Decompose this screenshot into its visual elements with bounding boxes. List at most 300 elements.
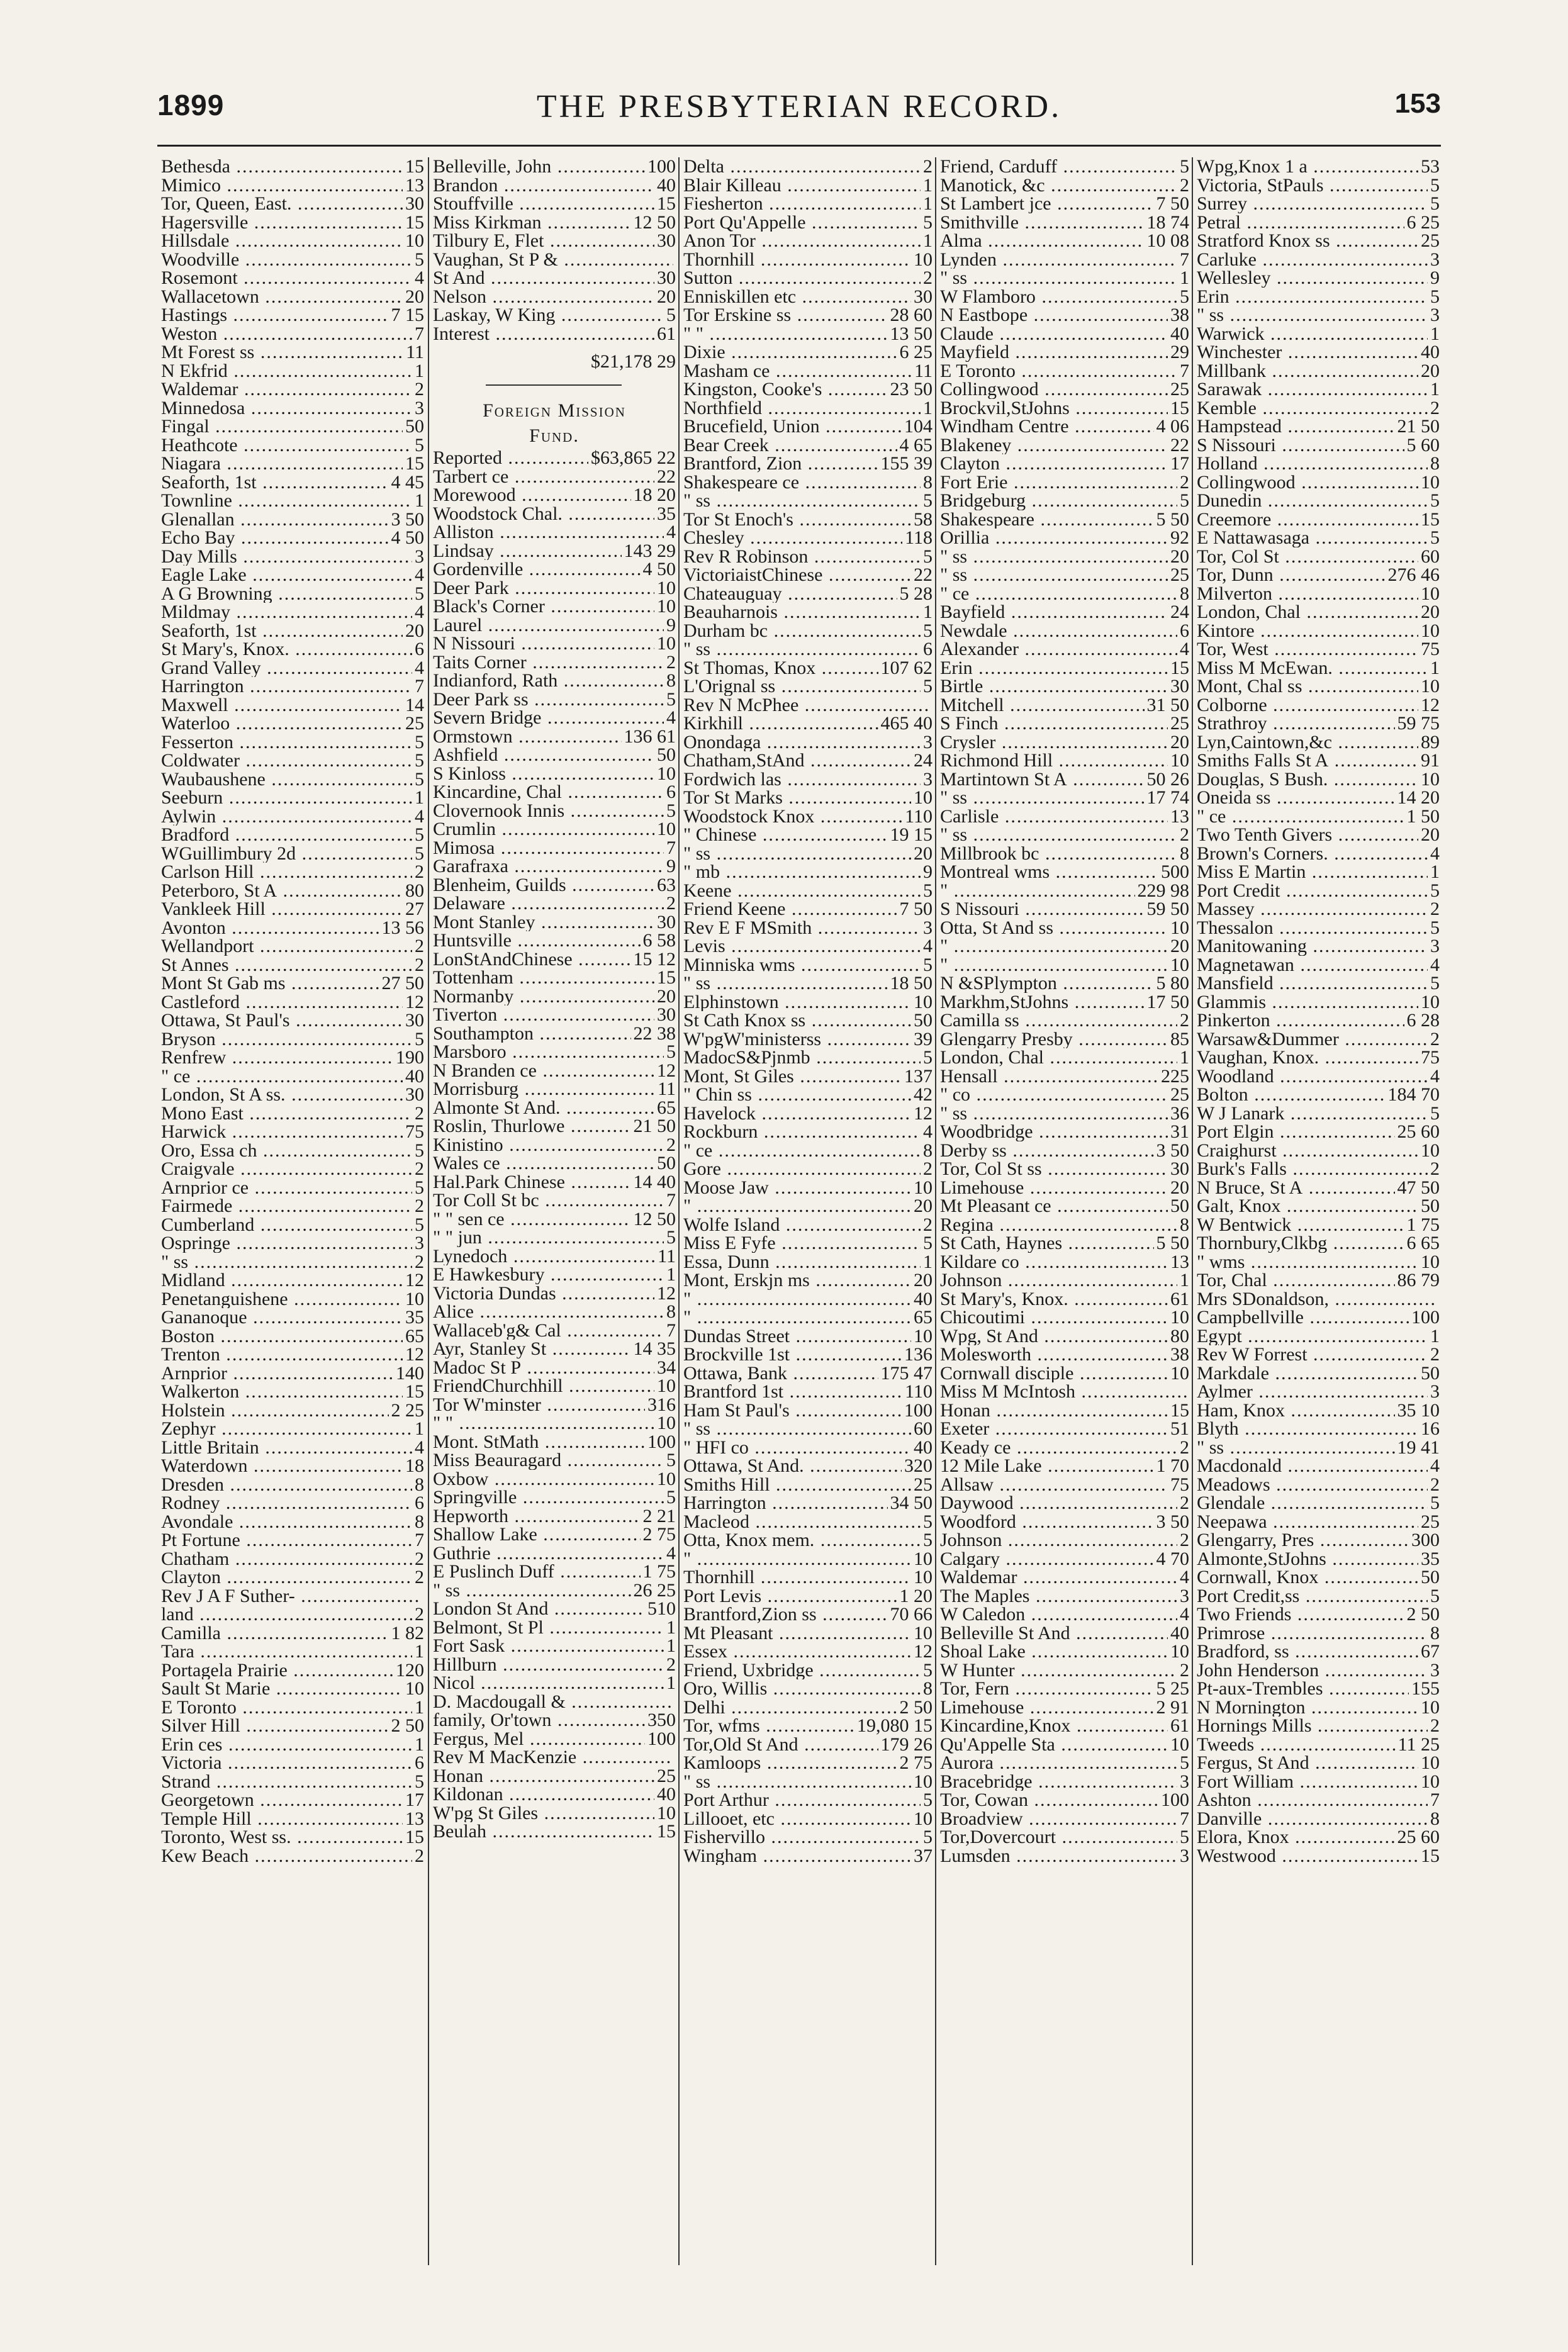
list-item [157, 1104, 427, 1123]
contributor-name: " ss ..... [433, 1581, 631, 1600]
contributor-name: Severn Bridge ..... [433, 708, 664, 727]
contribution-amount: 4 [923, 937, 932, 956]
contribution-amount: 5 [923, 955, 932, 974]
list-item [1193, 1234, 1442, 1253]
contribution-amount: 7 [1180, 361, 1189, 380]
contribution-amount: 25 [405, 714, 424, 733]
contributor-name: Neepawa ..... [1197, 1513, 1418, 1532]
contributor-name: Stratford Knox ss ..... [1197, 232, 1418, 250]
contributor-name: Taits Corner ..... [433, 653, 664, 672]
contributor-name: Waldemar ..... [161, 380, 412, 399]
list-item [429, 1767, 678, 1786]
contributor-name: Havelock ..... [683, 1104, 911, 1123]
list-item [680, 1494, 935, 1513]
contributor-name: Dresden ..... [161, 1476, 412, 1494]
page-title: THE PRESBYTERIAN RECORD. [536, 89, 1062, 125]
contribution-amount: 20 [405, 287, 424, 306]
contributor-name: Burk's Falls ..... [1197, 1160, 1428, 1179]
contribution-amount: 40 [657, 1785, 676, 1804]
contribution-amount: 1 75 [642, 1562, 676, 1581]
list-item [429, 1581, 678, 1600]
contribution-amount: 2 [666, 652, 676, 671]
list-item [936, 157, 1192, 176]
list-item [1193, 900, 1442, 919]
list-item [1193, 1550, 1442, 1569]
contributor-name: Almonte St And. ..... [433, 1099, 654, 1117]
contribution-amount: 2 50 [899, 1698, 932, 1716]
contributor-name: St And ..... [433, 269, 654, 288]
list-item [1193, 1011, 1442, 1030]
list-item [429, 523, 678, 542]
contributor-name: Holstein ..... [161, 1401, 389, 1420]
list-item [680, 1550, 935, 1569]
contribution-amount: 11 [406, 343, 424, 362]
list-item [680, 1345, 935, 1364]
contributor-name: " ce ..... [1197, 807, 1404, 826]
contributor-name: Lillooet, etc ..... [683, 1810, 911, 1828]
list-item [936, 1828, 1192, 1847]
contribution-amount: 10 [1170, 1308, 1189, 1327]
list-item [157, 436, 427, 455]
contribution-amount: 10 08 [1146, 232, 1189, 250]
list-item [1193, 491, 1442, 510]
contribution-amount: 2 [415, 1549, 424, 1568]
list-item [429, 1228, 678, 1247]
contributor-name: London, St A ss. ..... [161, 1085, 403, 1104]
list-item [429, 1043, 678, 1061]
list-item [157, 1123, 427, 1141]
contribution-amount: 75 [1170, 1475, 1189, 1494]
contribution-amount: 7 [1180, 1809, 1189, 1828]
list-item [936, 417, 1192, 436]
list-item [1193, 325, 1442, 344]
contribution-amount: 5 [923, 881, 932, 900]
list-item [1193, 882, 1442, 900]
list-item [429, 1451, 678, 1470]
section-heading: Foreign Mission [483, 400, 626, 421]
list-item [680, 993, 935, 1012]
contribution-amount: 20 [1170, 1178, 1189, 1197]
contributor-name: Kildare co ..... [940, 1253, 1168, 1272]
contribution-amount: 5 50 [1156, 510, 1189, 529]
list-item [680, 1197, 935, 1216]
contributor-name: Broadview ..... [940, 1810, 1177, 1828]
contribution-amount: 2 [415, 955, 424, 974]
contributor-name: St Lambert jce ..... [940, 194, 1154, 213]
list-item [680, 417, 935, 436]
contribution-amount: 61 [657, 324, 676, 343]
contribution-amount: 5 [923, 213, 932, 232]
list-item [936, 640, 1192, 659]
list-item [157, 510, 427, 529]
contributor-name: Aylwin ..... [161, 807, 412, 826]
list-item [936, 1401, 1192, 1420]
list-item [680, 1661, 935, 1680]
contributor-name: Midland ..... [161, 1271, 403, 1290]
contributor-name: Two Friends ..... [1197, 1605, 1404, 1624]
contributor-name: Erin ces ..... [161, 1735, 412, 1754]
list-item [1193, 176, 1442, 195]
contribution-amount: 1 [415, 1735, 424, 1754]
contributor-name: Beulah ..... [433, 1822, 654, 1841]
list-item [1193, 306, 1442, 325]
list-item [680, 491, 935, 510]
contributor-name: Nicol ..... [433, 1674, 664, 1693]
contributor-name: St Thomas, Knox ..... [683, 659, 878, 678]
list-item [157, 1716, 427, 1735]
contribution-amount: 15 [405, 157, 424, 176]
contribution-amount: 6 [1180, 621, 1189, 640]
list-item [429, 560, 678, 579]
contribution-amount: 10 [1170, 751, 1189, 770]
list-item [157, 622, 427, 641]
list-item [1193, 956, 1442, 975]
contribution-amount: 10 [657, 1414, 676, 1433]
contribution-amount: 11 [658, 1246, 676, 1265]
contributor-name: Minniska wms ..... [683, 956, 921, 975]
contribution-amount: 143 29 [624, 541, 676, 560]
contributor-name: Boston ..... [161, 1327, 403, 1346]
list-item [1193, 1476, 1442, 1494]
contribution-amount: 510 [647, 1599, 676, 1618]
list-item [429, 1080, 678, 1099]
contribution-amount: 17 [405, 1791, 424, 1810]
contributor-name: Fordwich las ..... [683, 770, 921, 789]
contributor-name: Arnprior ce ..... [161, 1179, 412, 1197]
contributor-name: Rev M MacKenzie ..... [433, 1748, 673, 1767]
contribution-amount: 25 [1170, 714, 1189, 733]
list-item [1193, 1290, 1442, 1309]
contributor-name: Derby ss ..... [940, 1141, 1154, 1160]
contributor-name: Egypt ..... [1197, 1327, 1428, 1346]
contribution-amount: 4 [415, 1438, 424, 1457]
contribution-amount: 5 [415, 1215, 424, 1234]
contribution-amount: 30 [405, 1011, 424, 1030]
contribution-amount: 3 [1430, 1382, 1440, 1401]
contribution-amount: 120 [396, 1660, 424, 1679]
list-item [1193, 1216, 1442, 1235]
contribution-amount: 4 [415, 566, 424, 585]
contributor-name: Avonton ..... [161, 919, 379, 938]
list-item [936, 788, 1192, 807]
contributor-name: Hagersville ..... [161, 213, 403, 232]
list-item [1193, 788, 1442, 807]
list-item [680, 1624, 935, 1643]
contributor-name: Fergus, Mel ..... [433, 1730, 645, 1749]
list-item [680, 1605, 935, 1624]
contributor-name: Tor, Chal ..... [1197, 1271, 1395, 1290]
contributor-name: Strand ..... [161, 1772, 412, 1791]
contributor-name: Seeburn ..... [161, 788, 412, 807]
list-item [429, 449, 678, 468]
contribution-amount: 6 28 [1406, 1011, 1440, 1030]
contributor-name: Miss M McIntosh ..... [940, 1382, 1187, 1401]
list-item [680, 696, 935, 715]
list-item [429, 486, 678, 505]
list-item [680, 1420, 935, 1438]
list-item [1193, 1308, 1442, 1327]
contribution-amount: 4 [1430, 955, 1440, 974]
list-item [429, 1599, 678, 1618]
contributor-name: Walkerton ..... [161, 1382, 403, 1401]
list-item [680, 1271, 935, 1290]
list-item [936, 1216, 1192, 1235]
contribution-amount: 8 [1430, 454, 1440, 473]
contributor-name: " ..... [940, 937, 1168, 956]
contributor-name: Brucefield, Union ..... [683, 417, 902, 436]
contributor-name: Wellesley ..... [1197, 269, 1428, 288]
contributor-name: Sarawak ..... [1197, 380, 1428, 399]
contributor-name: MadocS&Pjnmb ..... [683, 1048, 921, 1067]
contributor-name: Guthrie ..... [433, 1544, 664, 1563]
contributor-name: Toronto, West ss. ..... [161, 1828, 403, 1847]
list-item [936, 1197, 1192, 1216]
contributor-name: London, Chal ..... [1197, 603, 1418, 622]
contribution-amount: 1 [415, 1642, 424, 1661]
contributor-name: " ..... [683, 1308, 911, 1327]
contributor-name: Glammis ..... [1197, 993, 1418, 1012]
contribution-amount: 22 38 [633, 1024, 676, 1043]
list-item [936, 900, 1192, 919]
contributor-name: " ss ..... [683, 974, 888, 993]
contributor-name: Danville ..... [1197, 1810, 1428, 1828]
contributor-name: D. Macdougall & ..... [433, 1693, 673, 1711]
list-item [157, 1513, 427, 1532]
contribution-amount: 10 [657, 1803, 676, 1822]
contribution-amount: 3 [415, 398, 424, 417]
list-item [1193, 1345, 1442, 1364]
list-item [1193, 1847, 1442, 1866]
contribution-amount: 10 [914, 1178, 932, 1197]
contribution-amount: 1 [1430, 1326, 1440, 1345]
contributor-name: Kemble ..... [1197, 399, 1428, 418]
contribution-amount: 13 [405, 176, 424, 194]
contribution-amount: 14 35 [633, 1340, 676, 1358]
contributor-name: W Bentwick ..... [1197, 1216, 1404, 1235]
contributor-name: Tor St Enoch's ..... [683, 510, 911, 529]
contribution-amount: 190 [396, 1048, 424, 1067]
list-item [680, 1011, 935, 1030]
contributor-name: Essex ..... [683, 1642, 911, 1661]
contributor-name: St Mary's, Knox. ..... [940, 1290, 1168, 1309]
contribution-amount: 25 [657, 1766, 676, 1785]
contribution-amount: 65 [914, 1308, 932, 1327]
list-item [429, 1321, 678, 1340]
contribution-amount: 1 [923, 176, 932, 194]
section-heading: Fund. [529, 425, 580, 446]
contribution-amount: 5 [666, 1488, 676, 1507]
contribution-amount: 9 [923, 863, 932, 882]
contributor-name: " ..... [683, 1290, 911, 1309]
list-item [936, 1847, 1192, 1866]
contribution-amount: 23 50 [890, 380, 932, 399]
contributor-name: Ashfield ..... [433, 746, 654, 764]
contribution-amount: 1 82 [391, 1623, 424, 1642]
contributor-name: Minnedosa ..... [161, 399, 412, 418]
contribution-amount: 5 [415, 1178, 424, 1197]
contribution-amount: 50 [914, 1011, 932, 1030]
list-item [157, 1828, 427, 1847]
list-item [429, 820, 678, 839]
list-item [936, 622, 1192, 641]
contributor-name: N &SPlympton ..... [940, 974, 1154, 993]
contribution-amount: 75 [1421, 1048, 1440, 1067]
contribution-amount: 1 [666, 1674, 676, 1693]
list-item [429, 1340, 678, 1358]
list-item [936, 807, 1192, 826]
contribution-amount: 15 [1421, 1846, 1440, 1865]
contributor-name: Smithville ..... [940, 213, 1145, 232]
contribution-amount: 2 [415, 1568, 424, 1587]
list-item [1193, 696, 1442, 715]
contribution-amount: 25 60 [1397, 1123, 1440, 1141]
contribution-amount: 7 [415, 1531, 424, 1550]
contributor-name: Tor, wfms ..... [683, 1716, 854, 1735]
contributor-name: Bridgeburg ..... [940, 491, 1177, 510]
list-item [680, 1327, 935, 1346]
contributor-name: Brantford 1st ..... [683, 1382, 902, 1401]
contributor-name: Levis ..... [683, 937, 921, 956]
contribution-amount: 27 50 [381, 974, 424, 993]
contributor-name: " ce ..... [683, 1141, 921, 1160]
contribution-amount: 30 [657, 232, 676, 250]
contribution-amount: 50 [657, 746, 676, 764]
contribution-amount: 8 [923, 1679, 932, 1698]
list-item [936, 1271, 1192, 1290]
list-item [429, 1544, 678, 1563]
list-item [680, 1568, 935, 1587]
list-item [429, 1655, 678, 1674]
list-item [680, 399, 935, 418]
contributor-name: Alexander ..... [940, 640, 1177, 659]
contribution-amount: 137 [904, 1067, 932, 1085]
list-item [680, 529, 935, 547]
contributor-name: Wpg, St And ..... [940, 1327, 1168, 1346]
contribution-amount: 4 [415, 807, 424, 826]
list-item [1193, 399, 1442, 418]
list-item [936, 1605, 1192, 1624]
list-item [429, 1637, 678, 1655]
list-item [1193, 1735, 1442, 1754]
contribution-amount: 15 [1170, 1401, 1189, 1420]
list-item [429, 764, 678, 783]
list-item [680, 974, 935, 993]
contributor-name: Campbellville ..... [1197, 1308, 1409, 1327]
list-item [429, 1136, 678, 1155]
list-item [157, 863, 427, 882]
contribution-amount: 13 [405, 1809, 424, 1828]
contribution-amount: 7 [1430, 1791, 1440, 1810]
list-item [680, 1085, 935, 1104]
contributor-name: Woodland ..... [1197, 1067, 1428, 1086]
list-item [936, 1642, 1192, 1661]
contributor-name: Smiths Falls St A ..... [1197, 751, 1418, 770]
contributor-name: N Nissouri ..... [433, 634, 654, 653]
page-header [157, 88, 1441, 138]
list-item [157, 1141, 427, 1160]
contribution-amount: 2 [666, 894, 676, 913]
list-item [680, 1754, 935, 1772]
list-item [680, 1067, 935, 1086]
list-item [1193, 1253, 1442, 1272]
contribution-amount: 19 15 [890, 826, 932, 844]
list-item [429, 1005, 678, 1024]
list-item [936, 1476, 1192, 1494]
contribution-amount: 2 [1180, 1011, 1189, 1030]
list-item [1193, 1513, 1442, 1532]
contributor-name: Victoria, StPauls ..... [1197, 176, 1428, 195]
contributor-name: Chicoutimi ..... [940, 1308, 1168, 1327]
contributor-name: Woodford ..... [940, 1513, 1154, 1532]
contribution-amount: 10 [1421, 1141, 1440, 1160]
contribution-amount: 28 60 [890, 306, 932, 325]
list-item [157, 1364, 427, 1383]
list-item [157, 1085, 427, 1104]
list-item [1193, 547, 1442, 566]
contributor-name: Tor Erskine ss ..... [683, 306, 888, 325]
contribution-amount: 12 50 [633, 213, 676, 232]
contribution-amount: 19 41 [1397, 1438, 1440, 1457]
list-item [429, 746, 678, 764]
contribution-amount: 10 [657, 764, 676, 783]
list-item [429, 176, 678, 195]
contribution-amount: 107 62 [880, 658, 932, 677]
list-item [1193, 603, 1442, 622]
contribution-amount: 10 [914, 1772, 932, 1791]
contributor-name: 12 Mile Lake ..... [940, 1457, 1154, 1476]
list-item [157, 1642, 427, 1661]
contribution-amount: 10 [1170, 1642, 1189, 1661]
list-item [936, 1253, 1192, 1272]
contributor-name: Waldemar ..... [940, 1568, 1177, 1587]
contribution-amount: 5 [923, 677, 932, 696]
contributor-name: Harrington ..... [683, 1494, 888, 1513]
contributor-name: Port Arthur ..... [683, 1791, 921, 1810]
contribution-amount: 6 [415, 640, 424, 659]
contributor-name: Vaughan, St P & ..... [433, 250, 673, 269]
contributor-name: Miss E Fyfe ..... [683, 1234, 921, 1253]
contribution-amount: 17 [1170, 454, 1189, 473]
contributor-name: Lindsay ..... [433, 542, 622, 561]
contribution-amount: 1 [666, 1265, 676, 1284]
contribution-amount: 65 [405, 1326, 424, 1345]
contributor-name: N Bruce, St A ..... [1197, 1179, 1395, 1197]
contribution-amount: 100 [1411, 1308, 1440, 1327]
contributor-name: " ss ..... [683, 1772, 911, 1791]
contribution-amount: 5 [666, 1228, 676, 1247]
list-item [680, 788, 935, 807]
contributor-name: The Maples ..... [940, 1587, 1177, 1606]
contributor-name: Thornhill ..... [683, 250, 911, 269]
contribution-amount: 3 [415, 547, 424, 566]
contributor-name: Bayfield ..... [940, 603, 1168, 622]
contribution-amount: 30 [657, 912, 676, 931]
list-item [1193, 566, 1442, 585]
contribution-amount: 24 [1170, 603, 1189, 622]
contribution-amount: 18 74 [1146, 213, 1189, 232]
list-item [429, 968, 678, 987]
list-item [157, 1624, 427, 1643]
contributor-name: A G Browning ..... [161, 585, 412, 603]
contributor-name: Fort Erie ..... [940, 473, 1177, 492]
contributor-name: Sault St Marie ..... [161, 1679, 403, 1698]
contributor-name: Oxbow ..... [433, 1470, 654, 1489]
list-item [936, 882, 1192, 900]
contributor-name: land ..... [161, 1605, 412, 1624]
contributor-name: Tarbert ce ..... [433, 468, 654, 486]
contribution-amount: 10 [1421, 770, 1440, 788]
contributor-name: Carlson Hill ..... [161, 863, 412, 882]
